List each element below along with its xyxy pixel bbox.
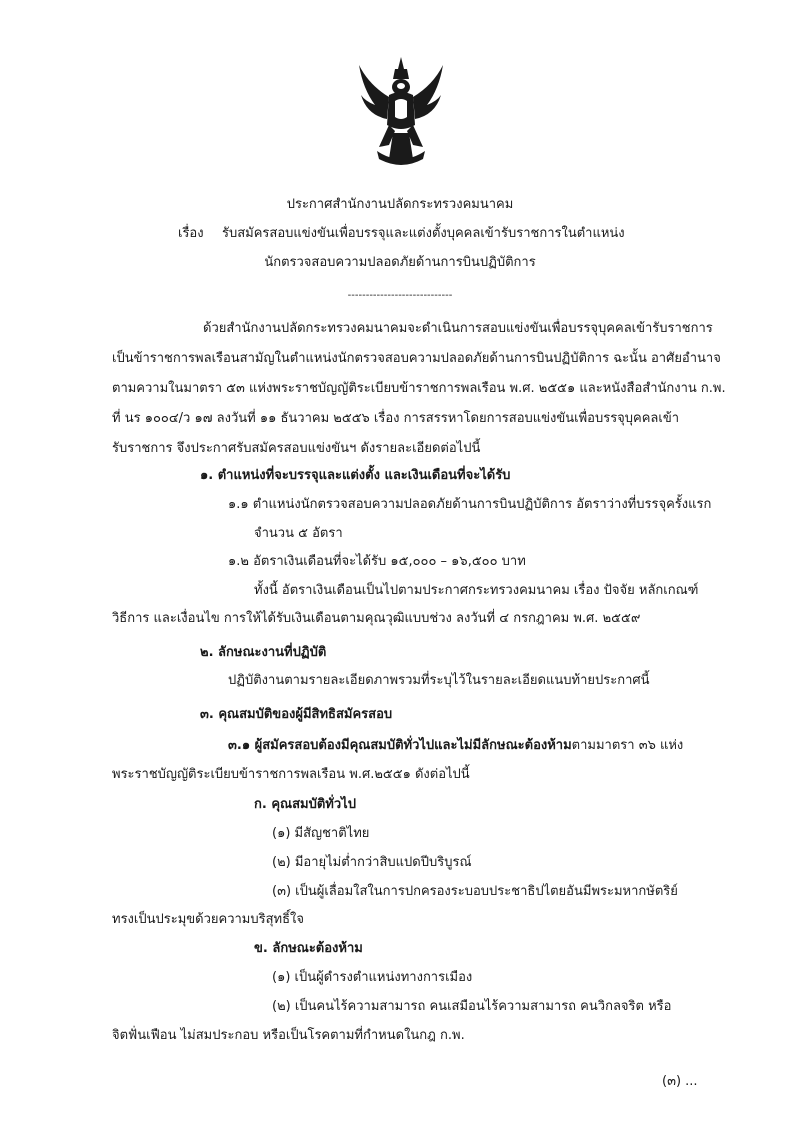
garuda-emblem-icon	[355, 55, 447, 167]
prohibited-item-2-line-1: (๒) เป็นคนไร้ความสามารถ คนเสมือนไร้ความสามารถ คนวิกลจริต หรือ	[272, 999, 672, 1014]
item-1-1-line-1: ๑.๑ ตำแหน่งนักตรวจสอบความปลอดภัยด้านการบินปฏิบัติการ อัตราว่างที่บรรจุครั้งแรก	[228, 497, 712, 512]
intro-line-5: รับราชการ จึงประกาศรับสมัครสอบแข่งขันฯ ดังรายละเอียดต่อไปนี้	[112, 441, 481, 456]
prohibited-heading: ข. ลักษณะต้องห้าม	[254, 941, 363, 956]
general-item-3-line-2: ทรงเป็นประมุขด้วยความบริสุทธิ์ใจ	[112, 912, 305, 927]
subject-label: เรื่อง	[178, 226, 204, 241]
section-3-heading: ๓. คุณสมบัติของผู้มีสิทธิสมัครสอบ	[200, 707, 393, 722]
separator-line: -----------------------------	[347, 290, 453, 301]
salary-note-line-1: ทั้งนี้ อัตราเงินเดือนเป็นไปตามประกาศกระทรวงคมนาคม เรื่อง ปัจจัย หลักเกณฑ์	[254, 583, 699, 598]
section-2-heading: ๒. ลักษณะงานที่ปฏิบัติ	[200, 645, 327, 660]
item-1-2: ๑.๒ อัตราเงินเดือนที่จะได้รับ ๑๕,๐๐๐ – ๑๖,๕๐๐ บาท	[228, 554, 526, 569]
intro-line-4: ที่ นร ๑๐๐๔/ว ๑๗ ลงวันที่ ๑๑ ธันวาคม ๒๕๕๖ เรื่อง การสรรหาโดยการสอบแข่งขันเพื่อบรรจุบุคคลเข้า	[112, 411, 680, 426]
section-2-body: ปฏิบัติงานตามรายละเอียดภาพรวมที่ระบุไว้ในรายละเอียดแนบท้ายประกาศนี้	[228, 673, 650, 688]
general-item-3-line-1: (๓) เป็นผู้เลื่อมใสในการปกครองระบอบประชาธิปไตยอันมีพระมหากษัตริย์	[272, 884, 678, 899]
intro-line-3: ตามความในมาตรา ๕๓ แห่งพระราชบัญญัติระเบียบข้าราชการพลเรือน พ.ศ. ๒๕๕๑ และหนังสือสำนักงาน ก.พ.	[112, 381, 726, 396]
item-3-1-line-1	[228, 737, 683, 755]
item-3-1-bold: ๓.๑ ผู้สมัครสอบต้องมีคุณสมบัติทั่วไปและไม่มีลักษณะต้องห้าม	[228, 738, 572, 753]
general-item-1: (๑) มีสัญชาติไทย	[272, 826, 370, 841]
next-page-marker: (๓) ...	[662, 1074, 698, 1089]
prohibited-item-1: (๑) เป็นผู้ดำรงตำแหน่งทางการเมือง	[272, 970, 473, 985]
item-3-1-line-2: พระราชบัญญัติระเบียบข้าราชการพลเรือน พ.ศ.๒๕๕๑ ดังต่อไปนี้	[112, 767, 470, 782]
prohibited-item-2-line-2: จิตฟั่นเฟือน ไม่สมประกอบ หรือเป็นโรคตามที่กำหนดในกฎ ก.พ.	[112, 1028, 465, 1043]
intro-line-2: เป็นข้าราชการพลเรือนสามัญในตำแหน่งนักตรวจสอบความปลอดภัยด้านการบินปฏิบัติการ ฉะนั้น อาศัยอำนาจ	[112, 351, 721, 366]
item-3-1-rest: ตามมาตรา ๓๖ แห่ง	[571, 738, 684, 753]
general-item-2: (๒) มีอายุไม่ต่ำกว่าสิบแปดปีบริบูรณ์	[272, 855, 472, 870]
org-title: ประกาศสำนักงานปลัดกระทรวงคมนาคม	[286, 197, 514, 212]
subject-line-1: รับสมัครสอบแข่งขันเพื่อบรรจุและแต่งตั้งบุคคลเข้ารับราชการในตำแหน่ง	[222, 226, 625, 241]
item-1-1-line-2: จำนวน ๕ อัตรา	[254, 526, 343, 541]
general-qualifications-heading: ก. คุณสมบัติทั่วไป	[254, 797, 356, 812]
intro-line-1: ด้วยสำนักงานปลัดกระทรวงคมนาคมจะดำเนินการสอบแข่งขันเพื่อบรรจุบุคคลเข้ารับราชการ	[203, 321, 713, 336]
salary-note-line-2: วิธีการ และเงื่อนไข การให้ได้รับเงินเดือนตามคุณวุฒิแบบช่วง ลงวันที่ ๔ กรกฎาคม พ.ศ. ๒๕๕๙	[112, 611, 641, 626]
subject-line-2: นักตรวจสอบความปลอดภัยด้านการบินปฏิบัติการ	[264, 255, 536, 270]
section-1-heading: ๑. ตำแหน่งที่จะบรรจุและแต่งตั้ง และเงินเดือนที่จะได้รับ	[200, 468, 511, 483]
